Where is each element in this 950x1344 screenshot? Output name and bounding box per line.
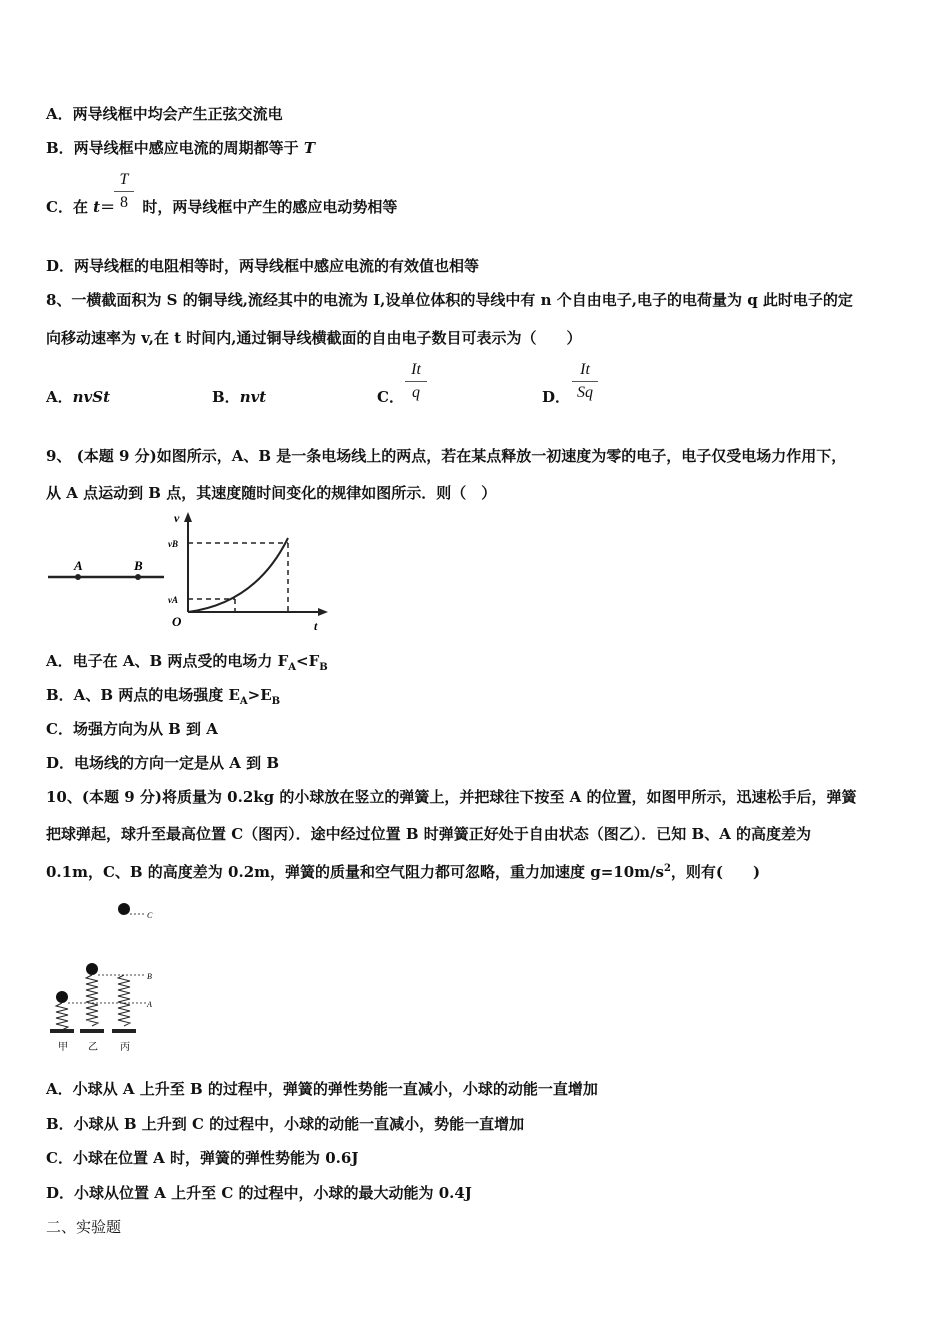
q8-stem-line1: 8、一横截面积为 S 的铜导线,流经其中的电流为 I,设单位体积的导线中有 n 个自由电子,电子的电荷量为 q 此时电子的定 [46,291,853,309]
v-axis-label: v [174,511,180,525]
q8-option-c-numerator: It [405,361,427,382]
q7-option-a: A．两导线框中均会产生正弦交流电 [46,105,283,123]
q10-stem-line3 [46,861,760,882]
q9-option-a-sub-b: B [319,662,328,673]
q7-option-c-suffix: 时，两导线框中产生的感应电动势相等 [137,198,398,216]
label-yi: 乙 [88,1042,98,1053]
q8-option-a-label: A． [46,388,73,406]
label-jia: 甲 [58,1042,68,1053]
q10-figure [46,895,176,1060]
q9-option-b-text: B．A、B 两点的电场强度 E [46,686,240,704]
q8-option-d-fraction [572,361,598,402]
ball-b [86,963,98,975]
q9-stem-line1: 9、 (本题 9 分)如图所示，A、B 是一条电场线上的两点，若在某点释放一初速度为零的电子，电子仅受电场力作用下， [46,447,847,465]
q9-option-a-sub-a: A [288,662,297,673]
q9-option-a-text: A．电子在 A、B 两点受的电场力 F [46,652,289,670]
ball-a [56,991,68,1003]
q10-stem-line3-sup: 2 [663,863,671,874]
ball-c [118,903,130,915]
q7-option-c-var: t [93,198,101,216]
q9-option-a-mid: <F [296,652,320,670]
q7-option-d: D．两导线框的电阻相等时，两导线框中感应电流的有效值也相等 [46,257,480,275]
q8-option-b-value: nvt [239,388,267,406]
q9-stem-line2: 从 A 点运动到 B 点，其速度随时间变化的规律如图所示．则（ ） [46,484,497,502]
q9-option-b-sub-a: A [239,696,248,707]
base-bing [112,1029,136,1033]
q7-option-c [46,196,397,217]
q7-fraction-t-over-8 [114,171,134,212]
q10-option-d: D．小球从位置 A 上升至 C 的过程中，小球的最大动能为 0.4J [46,1184,472,1202]
q7-option-c-prefix: C．在 [46,198,94,216]
vb-label: vB [168,539,178,549]
va-label: vA [168,595,178,605]
q9-option-c: C．场强方向为从 B 到 A [46,720,218,738]
q10-option-c: C．小球在位置 A 时，弹簧的弹性势能为 0.6J [46,1149,359,1167]
t-axis-label: t [314,619,318,633]
point-b-dot [135,574,141,580]
q10-stem-line1: 10、(本题 9 分)将质量为 0.2kg 的小球放在竖立的弹簧上，并把球往下按至 A 的位置，如图甲所示，迅速松手后，弹簧 [46,788,857,806]
c-label: C [147,911,153,920]
q8-option-d-denominator: Sq [577,384,593,401]
q7-option-b-text: B．两导线框中感应电流的周期都等于 [46,139,304,157]
spring-yi [86,975,98,1026]
q8-option-a [46,386,110,407]
point-b-label: B [134,558,143,573]
q8-option-c-denominator: q [412,384,420,401]
q9-option-a [46,650,328,673]
base-yi [80,1029,104,1033]
q8-stem-line2: 向移动速率为 v,在 t 时间内,通过铜导线横截面的自由电子数目可表示为（ ） [46,329,582,347]
v-axis-arrow [184,512,192,522]
origin-label: O [172,614,182,629]
q7-option-b-var: T [303,139,316,157]
spring-jia [56,1003,68,1030]
q10-option-a: A．小球从 A 上升至 B 的过程中，弹簧的弹性势能一直减小，小球的动能一直增加 [46,1080,598,1098]
q8-option-b-label: B． [212,388,240,406]
q8-option-d-label: D． [542,388,571,406]
q10-stem-line2: 把球弹起，球升至最高位置 C（图丙）．途中经过位置 B 时弹簧正好处于自由状态（图乙）．已知 B、A 的高度差为 [46,825,812,843]
q7-fraction-numerator: T [114,171,134,192]
q9-option-b-mid: >E [247,686,272,704]
q7-option-b [46,137,315,158]
q8-option-a-value: nvSt [72,388,111,406]
q10-stem-line3-text: 0.1m，C、B 的高度差为 0.2m，弹簧的质量和空气阻力都可忽略，重力加速度 g=10m/s [46,863,664,881]
q8-option-b [212,386,266,407]
a-label: A [147,1000,152,1009]
label-bing: 丙 [120,1042,130,1053]
q9-option-b [46,684,280,707]
q8-option-d-numerator: It [572,361,598,382]
point-a-dot [75,574,81,580]
q7-option-c-equals: ＝ [100,198,116,216]
q9-figure [46,508,346,633]
q8-option-c-label: C． [377,388,404,406]
q9-option-d: D．电场线的方向一定是从 A 到 B [46,754,279,772]
velocity-curve [188,538,288,612]
section-title: 二、实验题 [46,1218,122,1236]
t-axis-arrow [318,608,328,616]
point-a-label: A [74,558,83,573]
q9-option-b-sub-b: B [271,696,281,707]
q7-fraction-denominator: 8 [120,194,128,211]
base-jia [50,1029,74,1033]
q8-option-c-fraction [405,361,427,402]
q10-option-b: B．小球从 B 上升到 C 的过程中，小球的动能一直减小，势能一直增加 [46,1115,525,1133]
spring-bing [118,975,130,1026]
b-label: B [147,972,152,981]
q10-stem-line3-end: ，则有( ) [670,863,761,881]
